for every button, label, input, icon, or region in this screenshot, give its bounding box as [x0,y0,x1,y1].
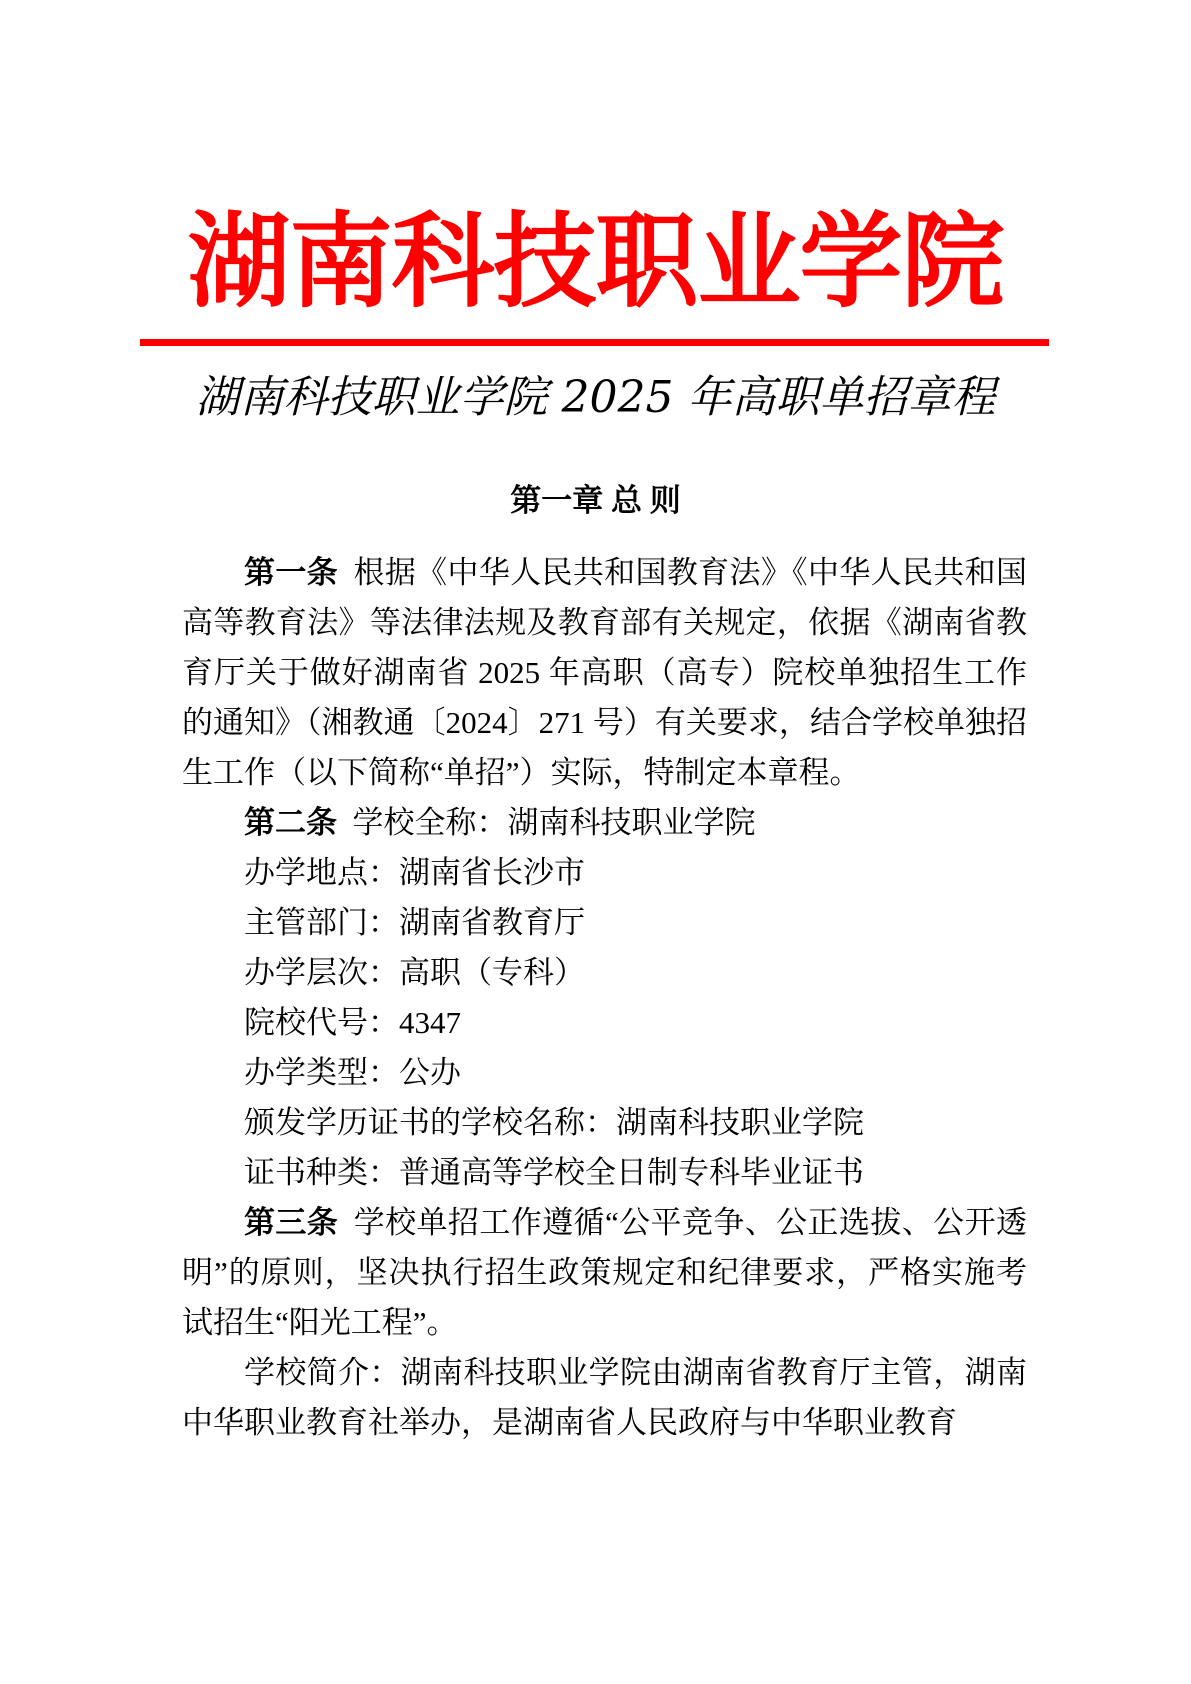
chapter-heading: 第一章 总 则 [510,483,681,518]
paragraph-article-2 [182,798,1027,848]
paragraph-text: 颁发学历证书的学校名称：湖南科技职业学院 [244,1105,864,1140]
paragraph-text: 学校全称：湖南科技职业学院 [352,805,756,840]
paragraph-school-type [182,1048,1027,1098]
paragraph-article-1 [182,548,1027,798]
paragraph-diploma-school-name [182,1098,1027,1148]
title-divider-rule [140,339,1049,346]
paragraph-text: 办学地点：湖南省长沙市 [244,855,585,890]
paragraph-governing-department [182,898,1027,948]
paragraph-certificate-type [182,1148,1027,1198]
paragraph-education-level [182,948,1027,998]
paragraph-text: 办学层次：高职（专科） [244,955,585,990]
paragraph-text: 学校简介：湖南科技职业学院由湖南省教育厅主管，湖南中华职业教育社举办，是湖南省人民政府与中华职业教育 [182,1355,1027,1440]
paragraph-text: 院校代号：4347 [244,1005,461,1040]
body-text-block [182,548,1027,1448]
paragraph-text: 主管部门：湖南省教育厅 [244,905,585,940]
paragraph-school-code [182,998,1027,1048]
paragraph-text: 办学类型：公办 [244,1055,461,1090]
paragraph-school-intro [182,1348,1027,1448]
paragraph-article-3 [182,1198,1027,1348]
paragraph-school-location [182,848,1027,898]
paragraph-text: 证书种类：普通高等学校全日制专科毕业证书 [244,1155,864,1190]
article-number: 第三条 [244,1205,339,1240]
article-number: 第一条 [244,555,338,590]
page-title: 湖南科技职业学院 [187,206,1004,320]
paragraph-text: 学校单招工作遵循“公平竞争、公正选拔、公开透明”的原则，坚决执行招生政策规定和纪律要求，严格实施考试招生“阳光工程”。 [182,1205,1027,1340]
paragraph-text: 根据《中华人民共和国教育法》《中华人民共和国高等教育法》等法律法规及教育部有关规定，依据《湖南省教育厅关于做好湖南省 2025 年高职（高专）院校单独招生工作的通知》（湘教通〔2024〕271 号）有关要求，结合学校单独招生工作（以下简称“单招”）实际，特制定本章程。 [182,555,1027,790]
calligraphy-subtitle: 湖南科技职业学院 2025 年高职单招章程 [195,372,996,423]
article-number: 第二条 [244,805,337,840]
